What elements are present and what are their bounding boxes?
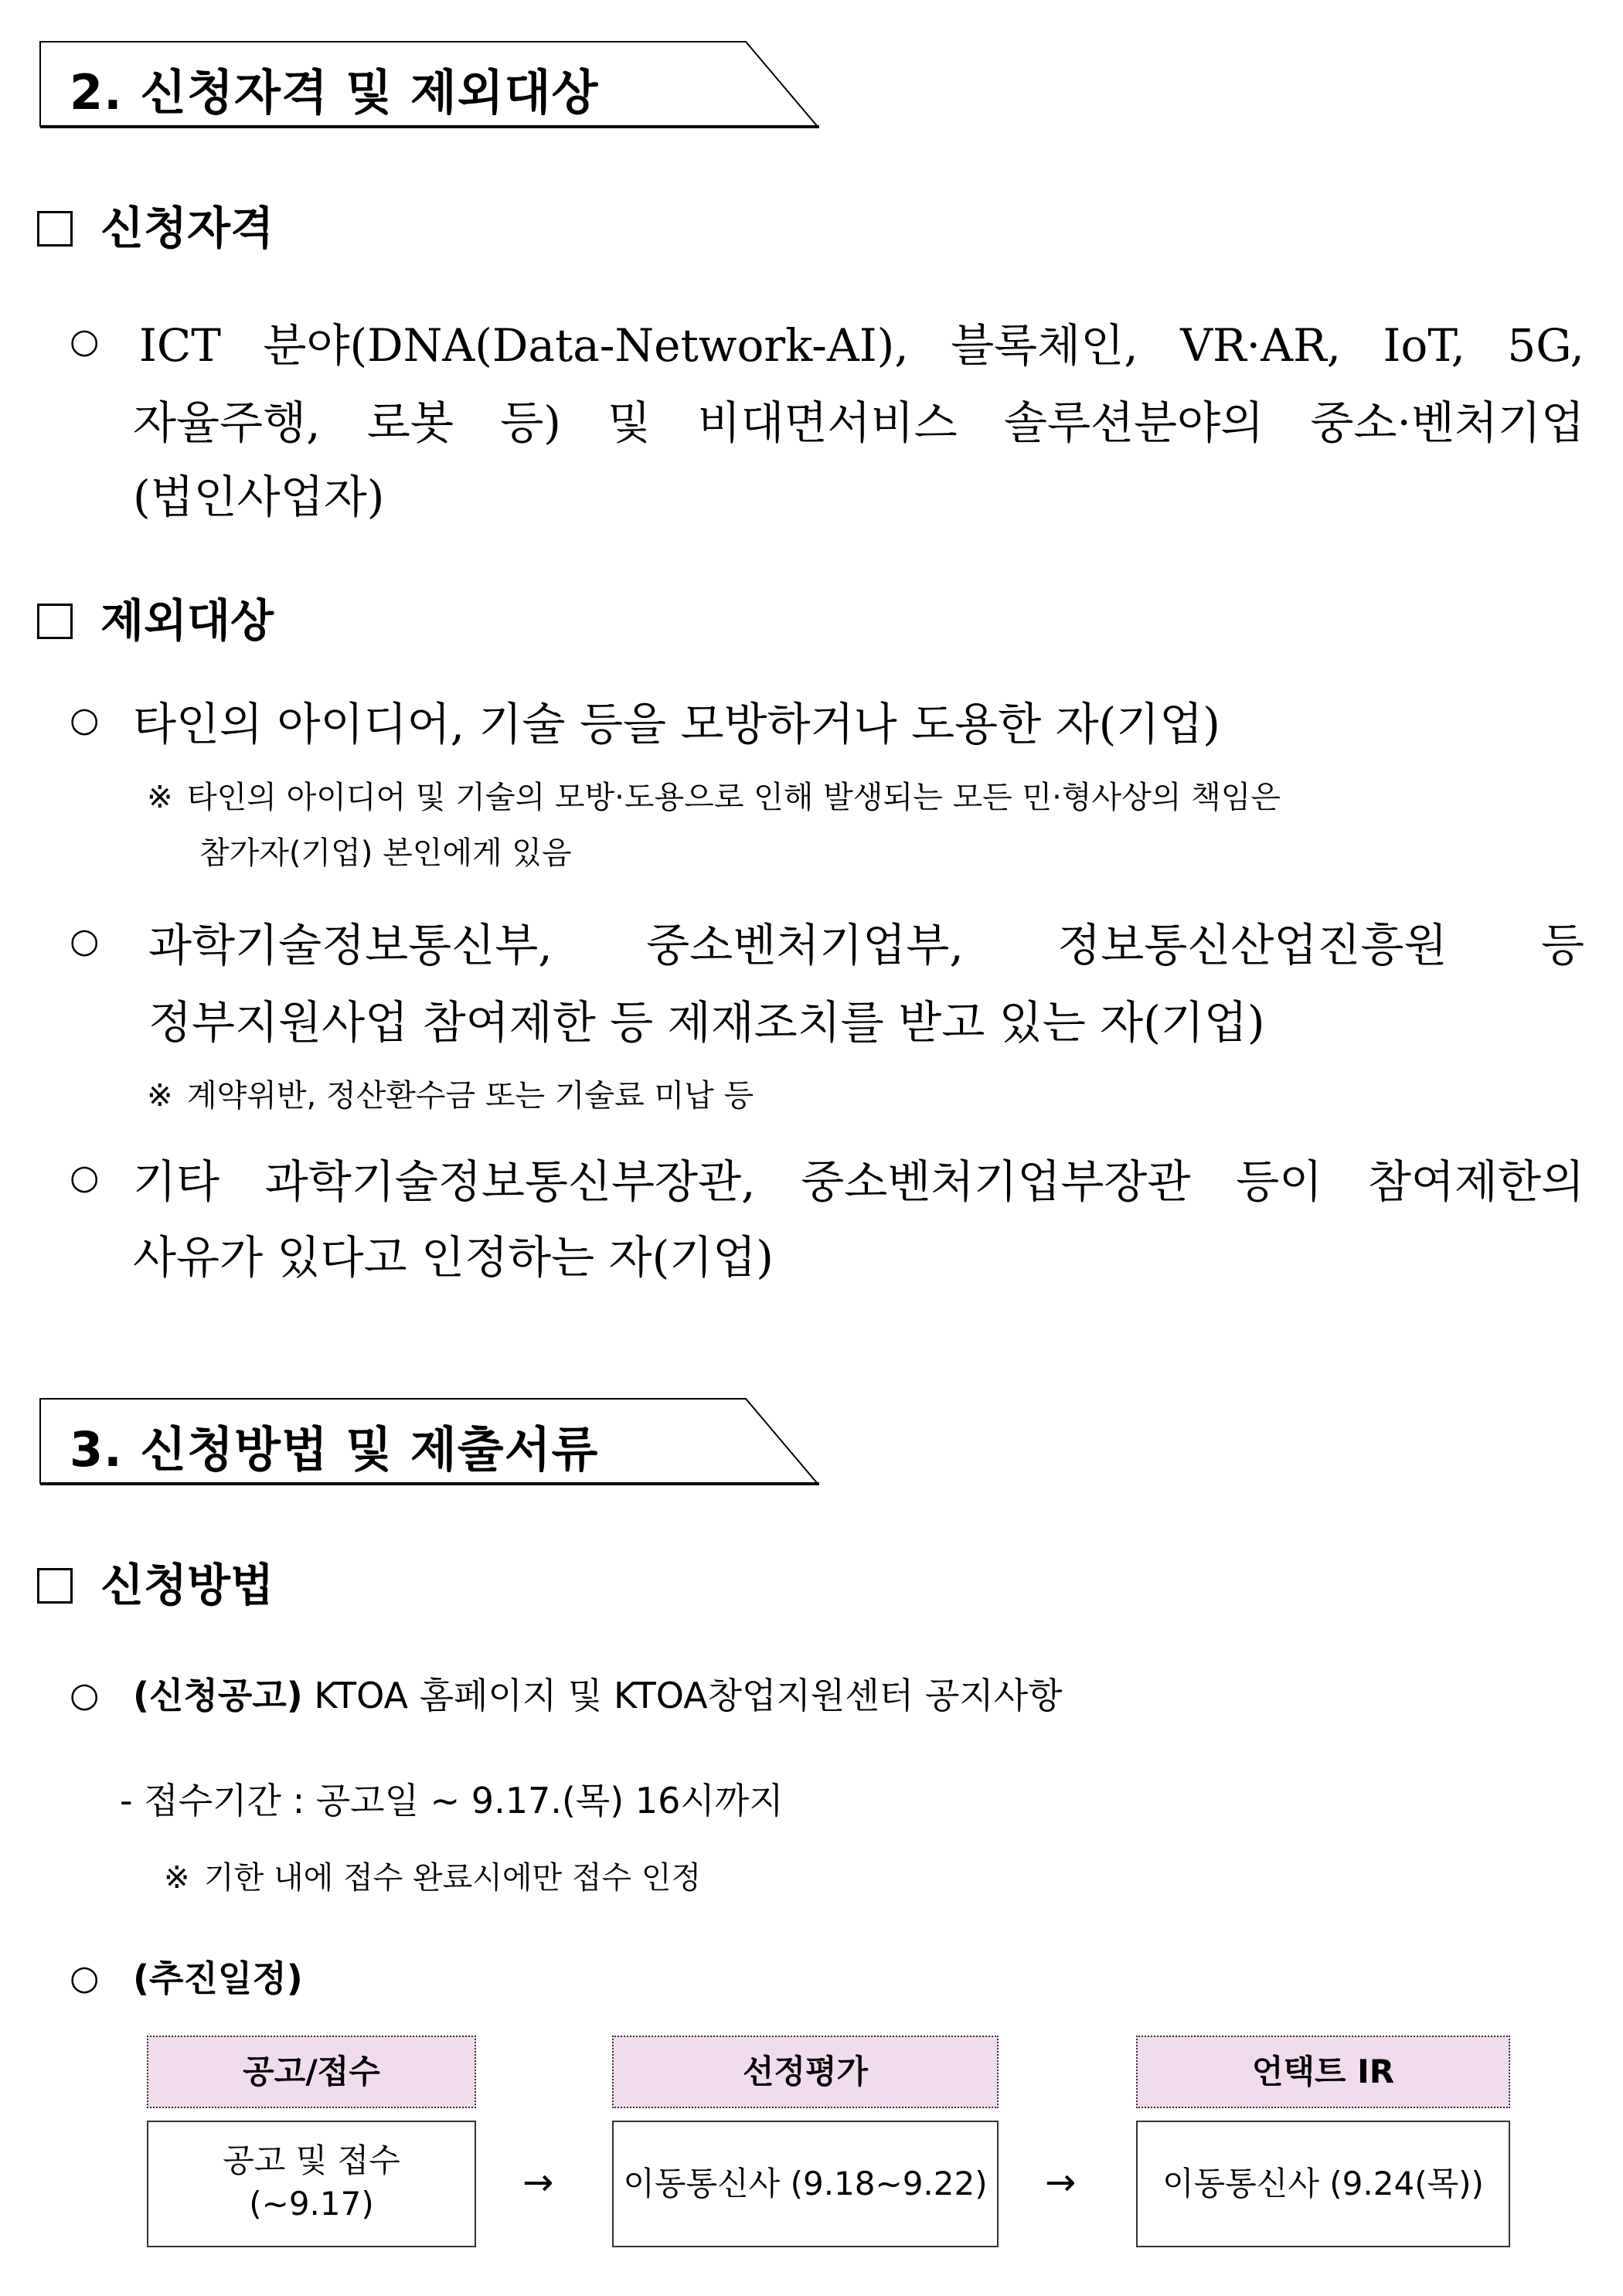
notice-text: KTOA 홈페이지 및 KTOA창업지원센터 공지사항 [314,1675,1063,1716]
eligibility-item-line3: (법인사업자) [133,471,385,523]
bullet-circle-icon: ○ [70,1675,100,1715]
arrow-right-icon: → [522,2161,554,2204]
notice-line [133,1668,1063,1719]
schedule-step2-header: 선정평가 [612,2036,999,2108]
square-icon [37,211,73,247]
bullet-circle-icon: ○ [70,321,100,361]
exclusion-item2-note: ※ 계약위반, 정산환수금 또는 기술료 미납 등 [147,1078,754,1114]
exclusion-item3-line2: 사유가 있다고 인정하는 자(기업) [133,1231,774,1284]
eligibility-item-line1: ICT 분야(DNA(Data-Network-AI), 블록체인, VR·AR, IoT, 5G, [139,319,1584,372]
note-mark-icon: ※ [147,1078,173,1114]
section-3-banner [39,1397,819,1487]
schedule-label: (추진일정) [133,1958,303,1999]
exclusion-item1-note-line1: ※ 타인의 아이디어 및 기술의 모방·도용으로 인해 발생되는 모든 민·형사상의 책임은 [147,780,1281,815]
exclusion-item1: 타인의 아이디어, 기술 등을 모방하거나 도용한 자(기업) [133,698,1220,750]
section-2-banner [39,40,819,130]
method-heading: 신청방법 [37,1549,274,1614]
notice-label: (신청공고) [133,1675,303,1716]
exclusion-item3-line1: 기타 과학기술정보통신부장관, 중소벤처기업부장관 등이 참여제한의 [133,1155,1584,1208]
section-2-title: 2. 신청자격 및 제외대상 [70,64,599,121]
schedule-step3-body: 이동통신사 (9.24(목)) [1136,2121,1510,2247]
bullet-circle-icon: ○ [70,921,100,961]
period-line: - 접수기간 : 공고일 ~ 9.17.(목) 16시까지 [120,1780,784,1821]
exclusion-heading: 제외대상 [37,584,274,649]
bullet-circle-icon: ○ [70,1158,100,1197]
note-mark-icon: ※ [147,780,173,815]
period-note: ※ 기한 내에 접수 완료시에만 접수 인정 [164,1860,702,1896]
bullet-circle-icon: ○ [70,1958,100,1998]
bullet-circle-icon: ○ [70,700,100,740]
note-mark-icon: ※ [164,1860,190,1896]
schedule-step3-header: 언택트 IR [1136,2036,1510,2108]
square-icon [37,604,73,639]
eligibility-heading: 신청자격 [37,192,274,257]
square-icon [37,1568,73,1604]
eligibility-item-line2: 자율주행, 로봇 등) 및 비대면서비스 솔루션분야의 중소·벤처기업 [133,396,1584,449]
schedule-step1-header: 공고/접수 [147,2036,476,2108]
section-3-title: 3. 신청방법 및 제출서류 [70,1421,599,1478]
exclusion-item2-line1: 과학기술정보통신부, 중소벤처기업부, 정보통신산업진흥원 등 [148,919,1584,971]
exclusion-item1-note-line2: 참가자(기업) 본인에게 있음 [199,835,572,871]
arrow-right-icon: → [1045,2161,1077,2204]
exclusion-item2-line2: 정부지원사업 참여제한 등 제재조치를 받고 있는 자(기업) [148,996,1265,1049]
schedule-step2-body: 이동통신사 (9.18~9.22) [612,2121,999,2247]
schedule-step1-body: 공고 및 접수 (~9.17) [147,2121,476,2247]
